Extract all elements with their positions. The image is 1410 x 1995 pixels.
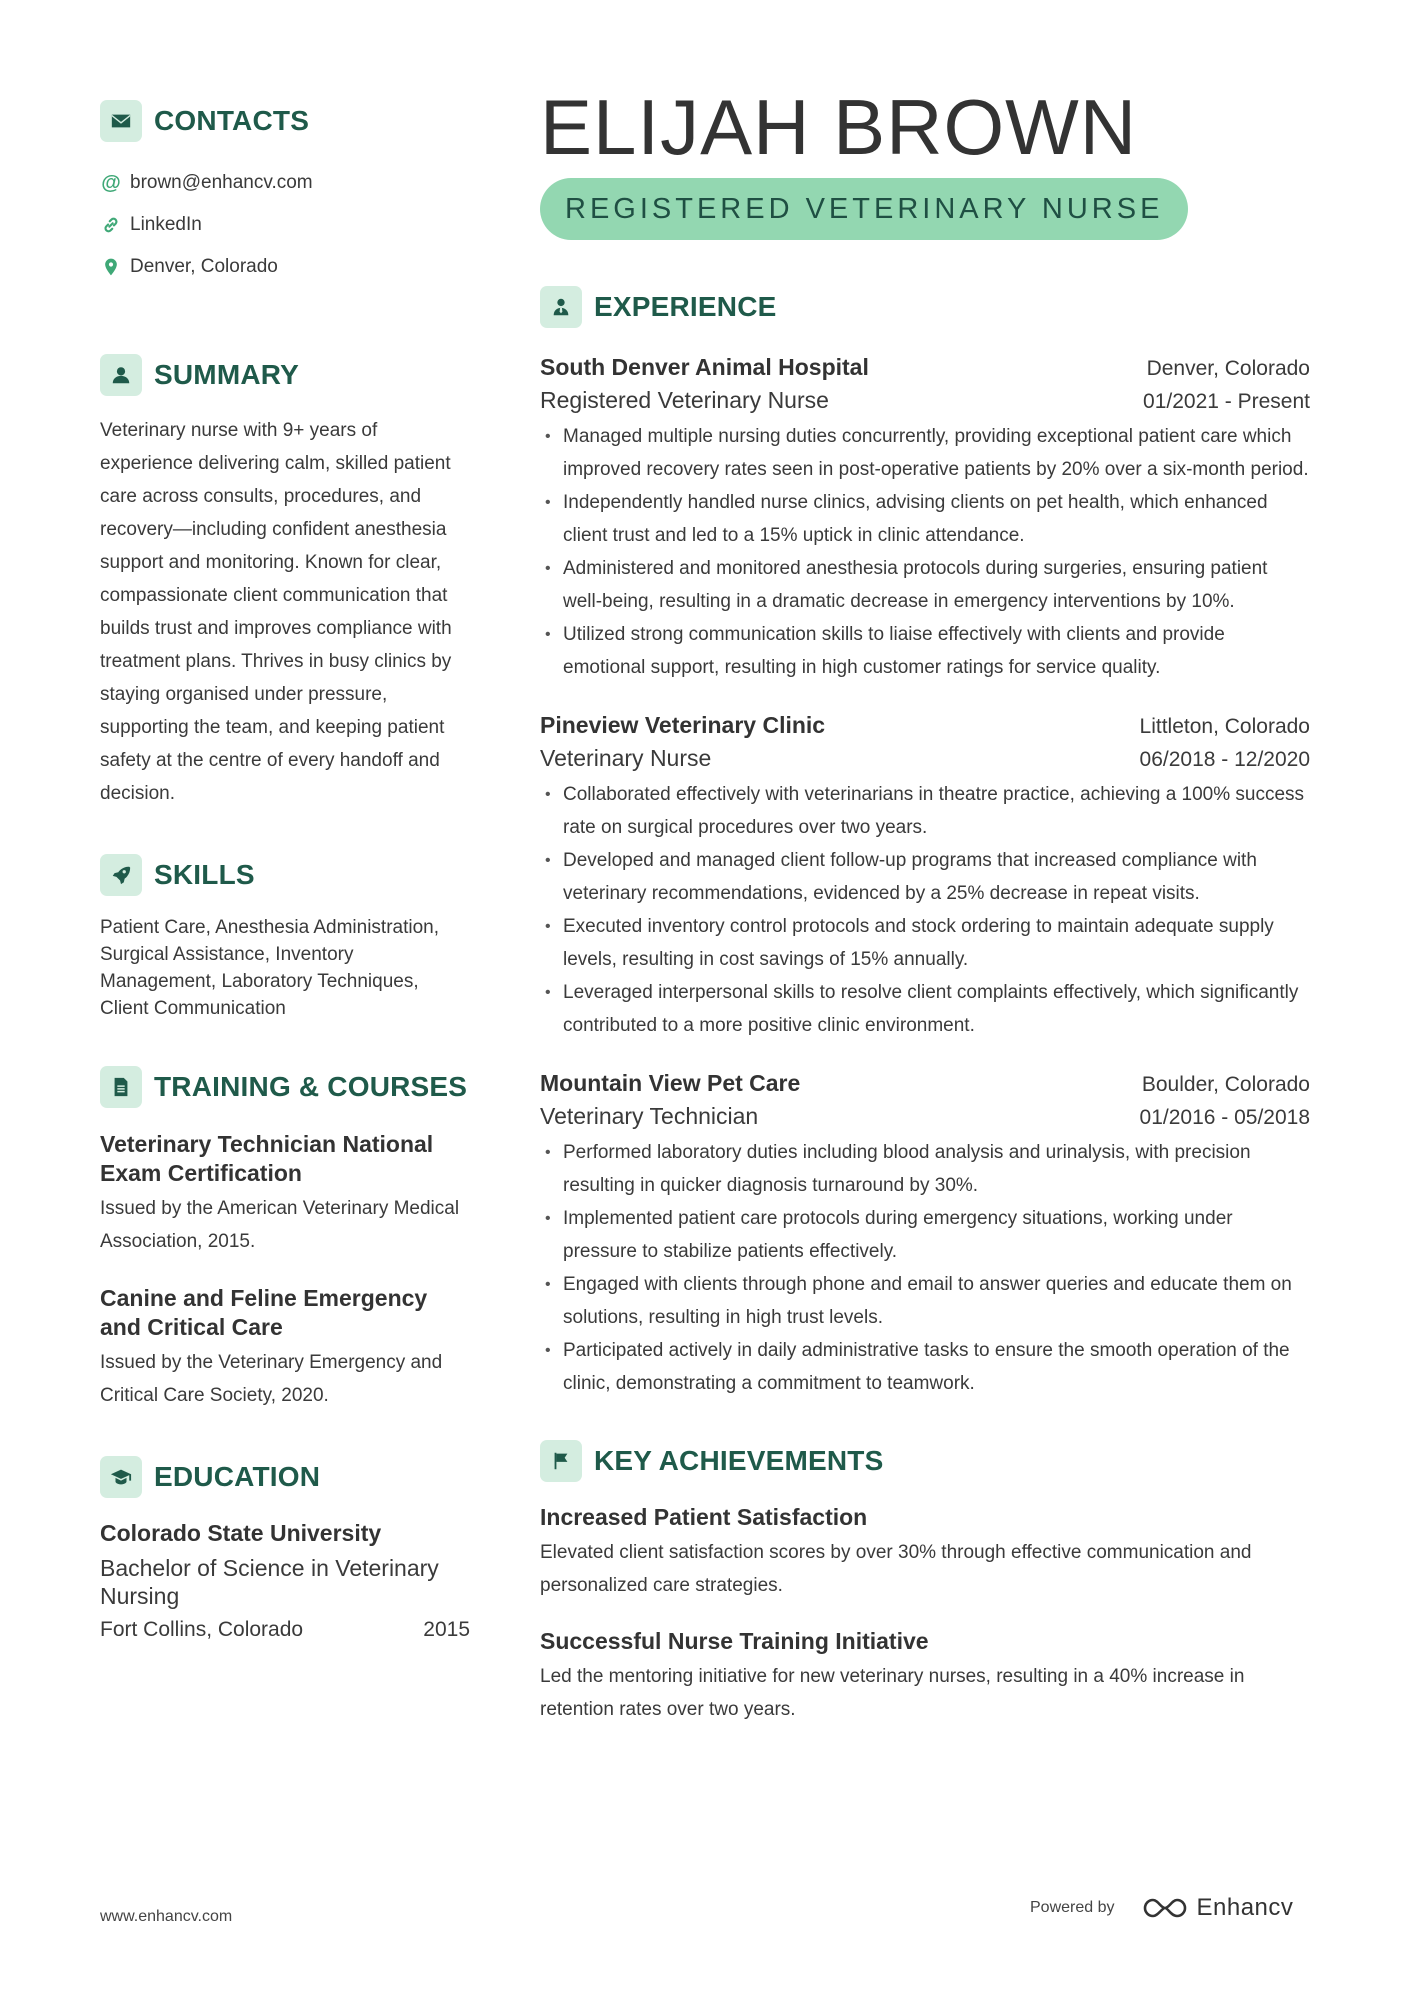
enhancv-logo[interactable] — [1141, 1894, 1294, 1922]
job-bullet: • Administered and monitored anesthesia protocols during surgeries, ensuring patient well-being, resulting in a dramatic decrease in emergency interventions by 10%. — [540, 552, 1310, 618]
achievement-item — [540, 1626, 1310, 1726]
education-section — [100, 1454, 470, 1642]
envelope-icon — [100, 100, 142, 142]
job-location: Boulder, Colorado — [1141, 1073, 1310, 1096]
training-section — [100, 1064, 470, 1412]
training-item-desc: Issued by the American Veterinary Medical Association, 2015. — [100, 1198, 460, 1252]
summary-text: Veterinary nurse with 9+ years of experience delivering calm, skilled patient care across consults, procedures, and recovery—including confident anesthesia support and monitoring. Known for clear, compassionate client communication that builds trust and improves compliance with treatment plans. Thrives in busy clinics by staying organised under pressure, supporting the team, and keeping patient safety at the centre of every handoff and decision. — [100, 420, 452, 804]
contact-linkedin-text: LinkedIn — [130, 214, 202, 235]
job-company: Mountain View Pet Care — [540, 1070, 801, 1096]
job-bullet: • Managed multiple nursing duties concurrently, providing exceptional patient care which improved recovery rates seen in post-operative patients by 20% over a six-month period. — [540, 420, 1310, 486]
job-bullet: • Executed inventory control protocols and stock ordering to maintain adequate supply levels, resulting in cost savings of 15% annually. — [540, 910, 1310, 976]
job-bullets — [540, 1136, 1310, 1400]
job-bullet: • Implemented patient care protocols during emergency situations, working under pressure to stabilize patients effectively. — [540, 1202, 1310, 1268]
rocket-icon — [100, 854, 142, 896]
education-location: Fort Collins, Colorado — [100, 1618, 304, 1641]
education-title: EDUCATION — [154, 1461, 321, 1492]
job-bullet: • Participated actively in daily administrative tasks to ensure the smooth operation of the clinic, demonstrating a commitment to teamwork. — [540, 1334, 1310, 1400]
brand-name: Enhancv — [1196, 1894, 1294, 1921]
graduation-cap-icon — [100, 1456, 142, 1498]
job-entry — [540, 1068, 1310, 1400]
training-item — [100, 1284, 470, 1412]
job-title: Veterinary Technician — [540, 1103, 759, 1129]
skills-header — [100, 852, 470, 898]
job-entry — [540, 352, 1310, 684]
contacts-title: CONTACTS — [154, 105, 310, 136]
infinity-logo-icon — [1141, 1895, 1189, 1921]
job-subheader-row — [540, 1100, 1310, 1134]
skills-title: SKILLS — [154, 859, 255, 890]
job-location: Littleton, Colorado — [1139, 715, 1310, 738]
training-item-title: Veterinary Technician National Exam Certification — [100, 1131, 434, 1186]
skills-text: Patient Care, Anesthesia Administration, Surgical Assistance, Inventory Management, Laboratory Techniques, Client Communication — [100, 917, 440, 1019]
contact-location-text: Denver, Colorado — [130, 256, 278, 277]
job-subheader-row — [540, 384, 1310, 418]
education-degree: Bachelor of Science in Veterinary Nursing — [100, 1555, 439, 1609]
achievement-item — [540, 1502, 1310, 1602]
achievement-desc: Led the mentoring initiative for new veterinary nurses, resulting in a 40% increase in retention rates over two years. — [540, 1666, 1245, 1720]
location-pin-icon — [100, 256, 122, 278]
job-bullets — [540, 778, 1310, 1042]
footer-branding — [1030, 1894, 1293, 1922]
job-bullet: • Leveraged interpersonal skills to resolve client complaints effectively, which significantly contributed to a more positive clinic environment. — [540, 976, 1310, 1042]
role-badge: REGISTERED VETERINARY NURSE — [540, 178, 1188, 240]
achievement-title: Successful Nurse Training Initiative — [540, 1628, 929, 1654]
flag-icon — [540, 1440, 582, 1482]
job-title: Registered Veterinary Nurse — [540, 387, 829, 413]
contacts-section — [100, 98, 470, 288]
job-header-row — [540, 352, 1310, 384]
contacts-header — [100, 98, 470, 144]
job-bullet: • Utilized strong communication skills to liaise effectively with clients and provide emotional support, resulting in high customer ratings for service quality. — [540, 618, 1310, 684]
left-column — [100, 98, 470, 1642]
training-title: TRAINING & COURSES — [154, 1071, 468, 1102]
training-item — [100, 1130, 470, 1258]
summary-title: SUMMARY — [154, 359, 300, 390]
job-title: Veterinary Nurse — [540, 745, 712, 771]
job-dates: 01/2021 - Present — [1143, 390, 1310, 413]
job-dates: 06/2018 - 12/2020 — [1139, 748, 1310, 771]
footer-website[interactable]: www.enhancv.com — [100, 1908, 233, 1925]
job-bullet: • Engaged with clients through phone and email to answer queries and educate them on solutions, resulting in high trust levels. — [540, 1268, 1310, 1334]
job-company: Pineview Veterinary Clinic — [540, 712, 826, 738]
education-school: Colorado State University — [100, 1520, 382, 1546]
contact-list — [100, 162, 470, 288]
job-subheader-row — [540, 742, 1310, 776]
document-icon — [100, 1066, 142, 1108]
job-bullet: • Independently handled nurse clinics, advising clients on pet health, which enhanced client trust and led to a 15% uptick in clinic attendance. — [540, 486, 1310, 552]
at-icon: @ — [101, 171, 121, 194]
summary-header — [100, 352, 470, 398]
contact-location — [100, 246, 470, 288]
training-header — [100, 1064, 470, 1110]
experience-header — [540, 284, 1310, 330]
achievement-title: Increased Patient Satisfaction — [540, 1504, 868, 1530]
training-item-title: Canine and Feline Emergency and Critical Care — [100, 1285, 428, 1340]
link-icon — [100, 214, 122, 236]
job-bullets — [540, 420, 1310, 684]
contact-linkedin[interactable] — [100, 204, 470, 246]
briefcase-user-icon — [540, 286, 582, 328]
job-company: South Denver Animal Hospital — [540, 354, 869, 380]
contact-email-text: brown@enhancv.com — [130, 172, 313, 193]
user-icon — [100, 354, 142, 396]
contact-email[interactable] — [100, 162, 470, 204]
job-bullet: • Collaborated effectively with veterinarians in theatre practice, achieving a 100% success rate on surgical procedures over two years. — [540, 778, 1310, 844]
achievements-header — [540, 1438, 1310, 1484]
job-header-row — [540, 710, 1310, 742]
job-location: Denver, Colorado — [1146, 357, 1310, 380]
job-bullet: • Developed and managed client follow-up programs that increased compliance with veterinary recommendations, evidenced by a 25% decrease in repeat visits. — [540, 844, 1310, 910]
education-header — [100, 1454, 470, 1500]
achievements-title: KEY ACHIEVEMENTS — [594, 1445, 884, 1476]
education-meta — [100, 1618, 470, 1642]
powered-by-text: Powered by — [1030, 1899, 1115, 1916]
experience-title: EXPERIENCE — [594, 291, 777, 322]
job-bullet: • Performed laboratory duties including blood analysis and urinalysis, with precision resulting in quicker diagnosis turnaround by 30%. — [540, 1136, 1310, 1202]
training-item-desc: Issued by the Veterinary Emergency and Critical Care Society, 2020. — [100, 1352, 443, 1406]
skills-section — [100, 852, 470, 1022]
job-entry — [540, 710, 1310, 1042]
job-header-row — [540, 1068, 1310, 1100]
job-dates: 01/2016 - 05/2018 — [1139, 1106, 1310, 1129]
achievement-desc: Elevated client satisfaction scores by over 30% through effective communication and personalized care strategies. — [540, 1542, 1252, 1596]
summary-section — [100, 352, 470, 810]
right-column — [540, 83, 1310, 1726]
candidate-name: ELIJAH BROWN — [540, 83, 1138, 171]
education-year: 2015 — [423, 1618, 470, 1641]
